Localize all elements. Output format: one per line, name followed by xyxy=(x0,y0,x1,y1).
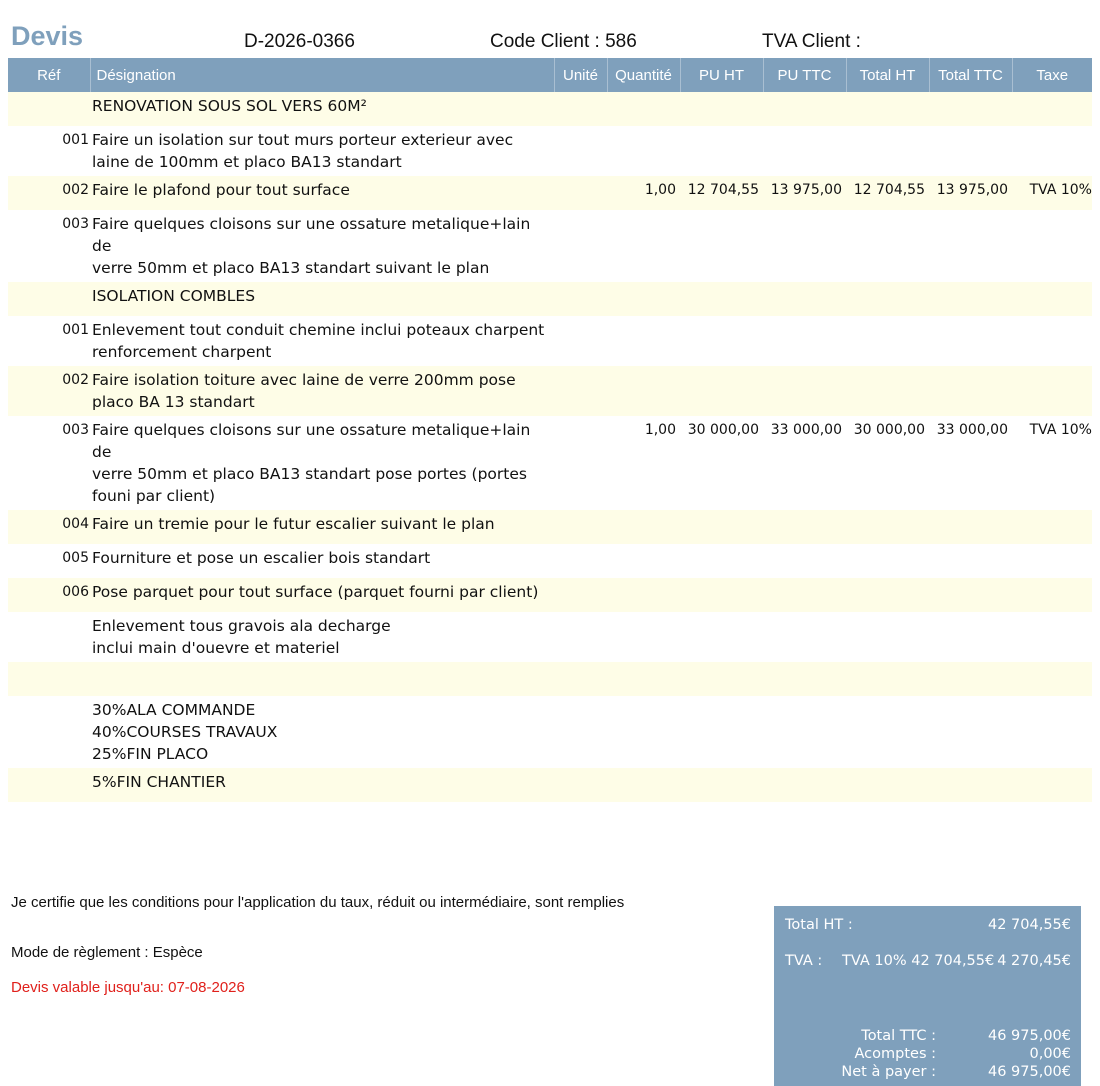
row-pu-ht xyxy=(680,662,763,696)
row-total-ht xyxy=(846,510,929,544)
row-tax xyxy=(1012,316,1092,366)
row-total-ttc xyxy=(929,768,1012,802)
row-ref xyxy=(8,612,90,662)
row-quantity: 1,00 xyxy=(644,422,676,438)
col-unit: Unité xyxy=(554,58,607,92)
row-quantity xyxy=(607,578,680,612)
row-unit xyxy=(554,544,607,578)
row-total-ht: 30 000,00 xyxy=(853,422,925,438)
row-pu-ttc: 33 000,00 xyxy=(770,422,842,438)
row-quantity xyxy=(607,282,680,316)
col-quantity: Quantité xyxy=(607,58,680,92)
table-row xyxy=(8,578,1092,612)
row-total-ht xyxy=(846,126,929,176)
row-tax xyxy=(1012,510,1092,544)
row-total-ht xyxy=(846,282,929,316)
table-row xyxy=(8,696,1092,768)
row-quantity xyxy=(607,768,680,802)
row-tax: TVA 10% xyxy=(1012,176,1092,210)
row-total-ttc: 33 000,00 xyxy=(936,422,1008,438)
row-quantity xyxy=(607,544,680,578)
row-ref: 002 xyxy=(8,366,90,416)
row-ref: 004 xyxy=(8,510,90,544)
row-pu-ttc xyxy=(763,316,846,366)
table-row xyxy=(8,316,1092,366)
row-tax xyxy=(1012,366,1092,416)
total-ht-label: Total HT : xyxy=(785,917,853,933)
row-total-ht xyxy=(846,662,929,696)
payment-method: Mode de règlement : Espèce xyxy=(11,944,203,961)
row-pu-ht xyxy=(680,366,763,416)
client-tva: TVA Client : xyxy=(762,31,861,52)
row-designation: ISOLATION COMBLES xyxy=(90,282,554,316)
row-designation: Enlevement tout conduit chemine inclui poteaux charpent renforcement charpent xyxy=(92,321,545,361)
row-tax xyxy=(1012,282,1092,316)
row-pu-ttc xyxy=(763,696,846,768)
row-unit xyxy=(554,210,607,282)
table-row xyxy=(8,662,1092,696)
row-pu-ht xyxy=(680,510,763,544)
row-pu-ttc xyxy=(763,126,846,176)
row-unit xyxy=(554,510,607,544)
row-total-ttc xyxy=(929,510,1012,544)
row-ref xyxy=(8,696,90,768)
row-total-ht: 12 704,55 xyxy=(846,176,929,210)
totals-box xyxy=(774,906,1081,1086)
table-row xyxy=(8,768,1092,802)
row-designation: Enlevement tous gravois ala decharge inclui main d'ouevre et materiel xyxy=(92,617,391,657)
row-total-ht xyxy=(846,544,929,578)
row-designation: Faire isolation toiture avec laine de verre 200mm pose placo BA 13 standart xyxy=(90,366,554,416)
row-quantity: 1,00 xyxy=(607,176,680,210)
row-ref: 003 xyxy=(62,422,89,438)
row-quantity xyxy=(607,612,680,662)
row-ref: 006 xyxy=(8,578,90,612)
row-tax xyxy=(1012,92,1092,126)
row-pu-ttc xyxy=(763,662,846,696)
col-pu-ht: PU HT xyxy=(680,58,763,92)
net-label: Net à payer : xyxy=(841,1064,936,1080)
row-total-ttc xyxy=(929,126,1012,176)
row-unit xyxy=(554,92,607,126)
row-ref: 001 xyxy=(62,322,89,338)
row-pu-ht: 30 000,00 xyxy=(687,422,759,438)
table-row xyxy=(8,126,1092,176)
row-total-ht xyxy=(846,316,929,366)
total-ht-value: 42 704,55€ xyxy=(987,917,1071,933)
row-unit xyxy=(554,126,607,176)
row-designation: Pose parquet pour tout surface (parquet fourni par client) xyxy=(90,578,554,612)
row-quantity xyxy=(607,366,680,416)
row-total-ttc xyxy=(929,92,1012,126)
row-pu-ttc xyxy=(763,612,846,662)
row-tax xyxy=(1012,210,1092,282)
row-designation xyxy=(90,662,554,696)
table-row xyxy=(8,544,1092,578)
row-designation: Faire un isolation sur tout murs porteur exterieur avec laine de 100mm et placo BA13 standart xyxy=(92,131,514,171)
document-logo: Devis xyxy=(11,21,84,51)
row-total-ht xyxy=(846,768,929,802)
col-total-ht: Total HT xyxy=(846,58,929,92)
row-total-ttc xyxy=(929,578,1012,612)
row-ref xyxy=(8,282,90,316)
row-unit xyxy=(554,696,607,768)
row-pu-ht xyxy=(680,578,763,612)
row-ref xyxy=(8,662,90,696)
row-unit xyxy=(554,282,607,316)
row-ref: 001 xyxy=(62,132,89,148)
certification-text: Je certifie que les conditions pour l'application du taux, réduit ou intermédiaire, sont remplies xyxy=(11,894,625,911)
row-unit xyxy=(554,366,607,416)
row-tax xyxy=(1012,696,1092,768)
row-ref xyxy=(8,768,90,802)
row-quantity xyxy=(607,92,680,126)
table-row xyxy=(8,282,1092,316)
row-designation: Faire le plafond pour tout surface xyxy=(90,176,554,210)
row-quantity xyxy=(607,696,680,768)
quote-number: D-2026-0366 xyxy=(244,31,355,52)
row-pu-ht xyxy=(680,696,763,768)
row-total-ttc xyxy=(929,662,1012,696)
row-total-ht xyxy=(846,612,929,662)
row-pu-ttc xyxy=(763,92,846,126)
row-total-ttc xyxy=(929,366,1012,416)
row-total-ht xyxy=(846,578,929,612)
row-total-ttc xyxy=(929,544,1012,578)
row-designation: Fourniture et pose un escalier bois standart xyxy=(92,549,431,567)
row-pu-ht xyxy=(680,768,763,802)
table-row xyxy=(8,612,1092,662)
row-pu-ttc xyxy=(763,544,846,578)
row-total-ht xyxy=(846,210,929,282)
row-pu-ht xyxy=(680,544,763,578)
row-designation: 5%FIN CHANTIER xyxy=(90,768,554,802)
row-total-ttc: 13 975,00 xyxy=(929,176,1012,210)
col-ref: Réf xyxy=(8,58,90,92)
table-row xyxy=(8,92,1092,126)
row-tax xyxy=(1012,578,1092,612)
row-unit xyxy=(554,578,607,612)
row-total-ht xyxy=(846,366,929,416)
row-pu-ttc xyxy=(763,578,846,612)
row-total-ht xyxy=(846,696,929,768)
row-tax xyxy=(1012,662,1092,696)
row-unit xyxy=(554,176,607,210)
row-total-ttc xyxy=(929,696,1012,768)
row-total-ttc xyxy=(929,612,1012,662)
row-unit xyxy=(554,612,607,662)
row-pu-ht xyxy=(680,316,763,366)
client-code: Code Client : 586 xyxy=(490,31,637,52)
row-pu-ttc xyxy=(763,282,846,316)
validity-date: Devis valable jusqu'au: 07-08-2026 xyxy=(11,979,245,996)
row-tax xyxy=(1012,612,1092,662)
row-designation: RENOVATION SOUS SOL VERS 60M² xyxy=(90,92,554,126)
row-pu-ht xyxy=(680,92,763,126)
items-table xyxy=(8,58,1092,802)
row-pu-ht: 12 704,55 xyxy=(680,176,763,210)
table-row xyxy=(8,176,1092,210)
row-total-ttc xyxy=(929,282,1012,316)
row-ref: 003 xyxy=(62,216,89,232)
row-total-ht xyxy=(846,92,929,126)
row-pu-ttc xyxy=(763,210,846,282)
col-tax: Taxe xyxy=(1012,58,1092,92)
acomptes-value: 0,00€ xyxy=(1029,1046,1071,1062)
tva-detail: TVA 10% 42 704,55€ xyxy=(842,953,995,969)
row-pu-ht xyxy=(680,282,763,316)
row-tax xyxy=(1012,544,1092,578)
table-header xyxy=(8,58,1092,92)
row-designation: Faire quelques cloisons sur une ossature metalique+lain de verre 50mm et placo BA13 standart pose portes (portes founi par client) xyxy=(92,421,531,505)
tva-value: 4 270,45€ xyxy=(997,953,1071,969)
total-ttc-label: Total TTC : xyxy=(861,1028,936,1044)
document-header xyxy=(0,0,1100,58)
col-total-ttc: Total TTC xyxy=(929,58,1012,92)
row-pu-ttc xyxy=(763,510,846,544)
row-pu-ht xyxy=(680,210,763,282)
row-unit xyxy=(554,662,607,696)
row-ref: 005 xyxy=(62,550,89,566)
table-row xyxy=(8,416,1092,510)
row-unit xyxy=(554,316,607,366)
total-ttc-value: 46 975,00€ xyxy=(987,1028,1071,1044)
row-pu-ttc xyxy=(763,768,846,802)
row-quantity xyxy=(607,126,680,176)
col-pu-ttc: PU TTC xyxy=(763,58,846,92)
row-ref xyxy=(8,92,90,126)
row-quantity xyxy=(607,662,680,696)
row-tax xyxy=(1012,768,1092,802)
row-pu-ttc: 13 975,00 xyxy=(763,176,846,210)
row-tax xyxy=(1012,126,1092,176)
row-total-ttc xyxy=(929,210,1012,282)
row-pu-ht xyxy=(680,612,763,662)
row-designation: Faire quelques cloisons sur une ossature metalique+lain de verre 50mm et placo BA13 standart suivant le plan xyxy=(92,215,531,277)
row-total-ttc xyxy=(929,316,1012,366)
table-body xyxy=(8,92,1092,802)
row-pu-ht xyxy=(680,126,763,176)
row-pu-ttc xyxy=(763,366,846,416)
row-tax: TVA 10% xyxy=(1029,422,1092,438)
acomptes-label: Acomptes : xyxy=(854,1046,936,1062)
table-row xyxy=(8,366,1092,416)
row-quantity xyxy=(607,510,680,544)
table-row xyxy=(8,210,1092,282)
row-designation: Faire un tremie pour le futur escalier suivant le plan xyxy=(90,510,554,544)
table-row xyxy=(8,510,1092,544)
row-unit xyxy=(554,416,607,510)
net-value: 46 975,00€ xyxy=(987,1064,1071,1080)
row-unit xyxy=(554,768,607,802)
row-quantity xyxy=(607,210,680,282)
row-ref: 002 xyxy=(8,176,90,210)
row-designation: 30%ALA COMMANDE 40%COURSES TRAVAUX 25%FIN PLACO xyxy=(92,701,278,763)
tva-label: TVA : xyxy=(785,953,823,969)
col-designation: Désignation xyxy=(90,58,554,92)
row-quantity xyxy=(607,316,680,366)
